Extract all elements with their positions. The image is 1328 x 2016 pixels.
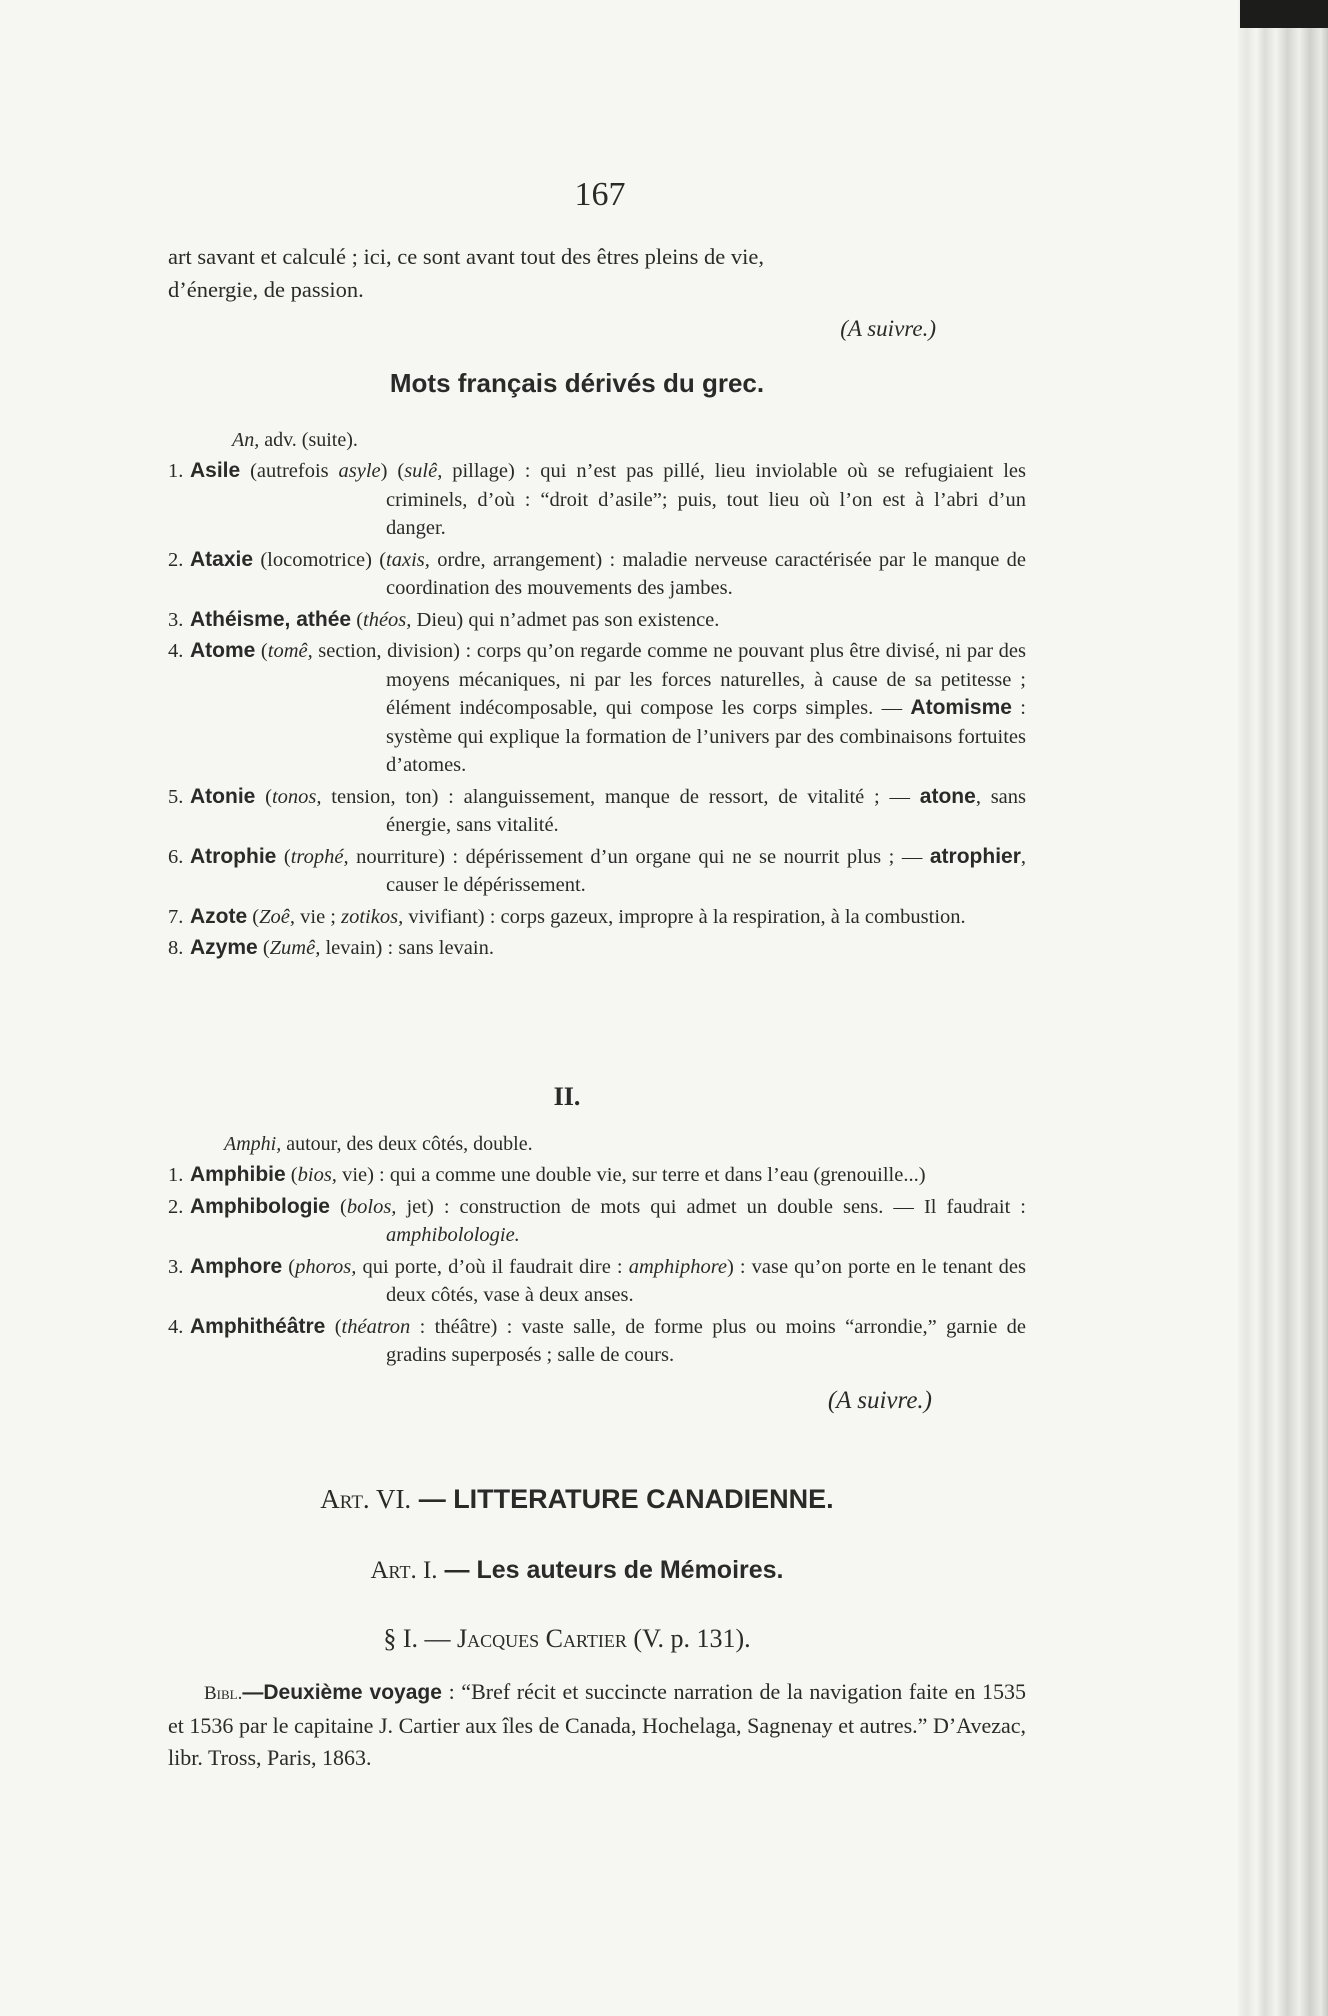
intro-line-1: art savant et calculé ; ici, ce sont avant tout des êtres pleins de vie,	[168, 244, 765, 269]
art6-line	[168, 1484, 1026, 1515]
entries-list-amphi	[168, 1161, 1026, 1370]
entry-derived-word: atone	[919, 784, 976, 808]
bibl-keyword: —Deuxième voyage	[242, 1681, 442, 1704]
entry-mid: ) (	[380, 460, 405, 482]
entry-pre: (	[285, 1164, 298, 1186]
entry-number: 4.	[168, 1315, 184, 1338]
entry-etym: théatron	[341, 1315, 411, 1338]
entry-etym: Zumê,	[269, 937, 321, 959]
par1-label: § I. —	[383, 1624, 458, 1653]
entry-etym: théos,	[363, 608, 412, 631]
entry-pre: (	[330, 1195, 347, 1218]
entry-etym: bios,	[297, 1164, 337, 1186]
entry-word: Ataxie	[190, 547, 254, 571]
entry-etym: tonos,	[271, 785, 322, 808]
a-suivre-2: (A suivre.)	[827, 1386, 932, 1414]
entry-number: 1.	[168, 460, 184, 482]
section-title-grec: Mots français dérivés du grec.	[389, 368, 765, 398]
prefix-an-rest: adv. (suite).	[259, 429, 358, 451]
entry-word: Amphibologie	[190, 1194, 330, 1218]
entry-derived-word: Atomisme	[910, 696, 1012, 719]
section-grec-title-wrap	[168, 368, 1026, 399]
entry-italic-term: amphibolologie.	[386, 1224, 520, 1246]
entry-number: 3.	[168, 608, 184, 631]
section-amphi	[168, 1130, 1026, 1417]
entry-etym: asyle	[338, 460, 381, 482]
prefix-an-term: An,	[232, 429, 260, 451]
entry-definition: tension, ton) : alanguissement, manque de ressort, de vitalité ; —	[321, 785, 920, 808]
entry-pre: (	[276, 845, 291, 868]
entry-number: 7.	[168, 905, 184, 928]
entry-definition: qui porte, d’où il faudrait dire :	[356, 1255, 629, 1278]
art6-title: — LITTERATURE CANADIENNE.	[411, 1484, 834, 1514]
entry-6	[168, 843, 1026, 900]
entry-derived-definition: , sans énergie, sans vitalité.	[386, 785, 1027, 836]
entry-pre: (	[351, 608, 364, 631]
entry-etym: Zoê,	[259, 905, 295, 928]
entry-7	[168, 903, 1026, 932]
art6-label: Art. VI.	[320, 1484, 412, 1514]
bibl-block	[168, 1676, 1026, 1774]
intro-line-2: d’énergie, de passion.	[168, 277, 364, 302]
bibl-label: Bibl.	[204, 1683, 243, 1704]
par1-line	[168, 1624, 1026, 1654]
entry-number: 4.	[168, 640, 184, 662]
entry-number: 3.	[168, 1255, 184, 1278]
entry-derived-word: atrophier	[929, 844, 1021, 868]
entry-word: Asile	[190, 459, 241, 482]
art1-label: Art. I.	[370, 1557, 438, 1584]
par1-ref: (V. p. 131).	[626, 1624, 751, 1653]
entry-word: Amphore	[190, 1254, 283, 1278]
entry-etym-2: sulê,	[404, 460, 443, 482]
entry-etym: phoros,	[295, 1255, 357, 1278]
page-number: 167	[574, 176, 626, 213]
prefix-amphi-rest: autour, des deux côtés, double.	[281, 1133, 533, 1155]
entry-word: Atonie	[190, 784, 256, 808]
entry-4	[168, 637, 1026, 780]
section-title-ii: II.	[553, 1082, 581, 1111]
art6-heading	[168, 1484, 1026, 1515]
entry-word: Amphibie	[190, 1163, 286, 1186]
entry-definition: ordre, arrangement) : maladie nerveuse caractérisée par le manque de coordination des mouvements des jambes.	[386, 548, 1026, 599]
intro-paragraph	[168, 240, 1026, 345]
entry-derived-definition: : système qui explique la formation de l’univers par des combinaisons fortuites d’atomes.	[386, 697, 1026, 776]
entry-pre: (locomotrice) (	[253, 548, 387, 571]
entry-definition: Dieu) qui n’admet pas son existence.	[411, 608, 720, 631]
entry-etym: tomê,	[267, 640, 313, 662]
entry-3	[168, 1253, 1026, 1310]
entry-definition: section, division) : corps qu’on regarde comme ne pouvant plus être divisé, ni par des moyens mécaniques, ni par les forces naturelles, à cause de sa petitesse ; élément indécomposable, qui compose les corps simples. —	[312, 640, 1027, 719]
par1-heading	[168, 1624, 1026, 1654]
entry-4	[168, 1313, 1026, 1370]
entry-derived-definition: , causer le dépérissement.	[386, 845, 1027, 896]
entry-word: Azyme	[190, 936, 258, 959]
entry-pre: (autrefois	[240, 460, 339, 482]
entry-word: Azote	[190, 904, 248, 928]
entry-3	[168, 606, 1026, 635]
entry-1	[168, 1161, 1026, 1190]
entry-mid: vie ;	[295, 905, 342, 928]
entry-1	[168, 457, 1026, 543]
entry-definition: : théâtre) : vaste salle, de forme plus ou moins “arrondie,” garnie de gradins superposés ; salle de cours.	[386, 1315, 1026, 1366]
entry-pre: (	[325, 1315, 342, 1338]
entry-number: 1.	[168, 1164, 184, 1186]
entry-definition-end: ) : vase qu’on porte en le tenant des deux côtés, vase à deux anses.	[386, 1255, 1027, 1306]
art1-line	[168, 1556, 1026, 1585]
entry-number: 5.	[168, 785, 184, 808]
entry-number: 6.	[168, 845, 184, 868]
entry-pre: (	[257, 937, 270, 959]
entry-etym: bolos,	[346, 1195, 397, 1218]
entry-pre: (	[247, 905, 260, 928]
entry-definition: jet) : construction de mots qui admet un double sens. — Il faudrait :	[396, 1195, 1026, 1218]
section-ii-title-wrap	[168, 1082, 1026, 1112]
entry-definition: vivifiant) : corps gazeux, impropre à la respiration, à la combustion.	[403, 905, 966, 928]
section-an	[168, 426, 1026, 963]
prefix-amphi	[168, 1130, 1026, 1158]
entry-pre: (	[255, 640, 268, 662]
entry-word: Athéisme, athée	[190, 607, 352, 631]
a-suivre-1: (A suivre.)	[840, 316, 936, 341]
art1-title: — Les auteurs de Mémoires.	[437, 1556, 784, 1584]
bibl-text: : “Bref récit et succincte narration de la navigation faite en 1535 et 1536 par le capitaine J. Cartier aux îles de Canada, Hochelaga, Sagnenay et autres.” D’Avezac, libr. Tross, Paris, 1863.	[168, 1679, 1026, 1770]
entry-word: Atome	[190, 639, 256, 662]
bibl-paragraph	[168, 1676, 1026, 1774]
entry-2	[168, 546, 1026, 603]
entry-number: 8.	[168, 937, 184, 959]
entry-etym-2: zotikos,	[341, 905, 404, 928]
entry-word: Atrophie	[190, 844, 277, 868]
entry-italic-term: amphiphore	[628, 1255, 728, 1278]
entry-number: 2.	[168, 548, 184, 571]
entry-word: Amphithéâtre	[190, 1314, 326, 1338]
entry-definition: pillage) : qui n’est pas pillé, lieu inviolable où se refugiaient les criminels, d’où : “droit d’asile”; puis, tout lieu où l’on est à l’abri d’un danger.	[386, 460, 1027, 539]
entry-definition: nourriture) : dépérissement d’un organe qui ne se nourrit plus ; —	[348, 845, 930, 868]
entry-5	[168, 783, 1026, 840]
page-edges	[1238, 0, 1328, 2016]
entry-2	[168, 1193, 1026, 1250]
entry-etym: trophé,	[290, 845, 349, 868]
art1-heading	[168, 1556, 1026, 1585]
dark-corner	[1240, 0, 1328, 28]
entry-definition: vie) : qui a comme une double vie, sur terre et dans l’eau (grenouille...)	[336, 1164, 926, 1186]
entries-list-an	[168, 457, 1026, 963]
entry-definition: levain) : sans levain.	[320, 937, 494, 959]
entry-number: 2.	[168, 1195, 184, 1218]
entry-etym: taxis,	[386, 548, 430, 571]
entry-pre: (	[255, 785, 272, 808]
entry-8	[168, 934, 1026, 963]
prefix-amphi-term: Amphi,	[224, 1133, 282, 1155]
par1-title: Jacques Cartier	[457, 1624, 627, 1653]
prefix-an	[168, 426, 1026, 454]
entry-pre: (	[282, 1255, 296, 1278]
